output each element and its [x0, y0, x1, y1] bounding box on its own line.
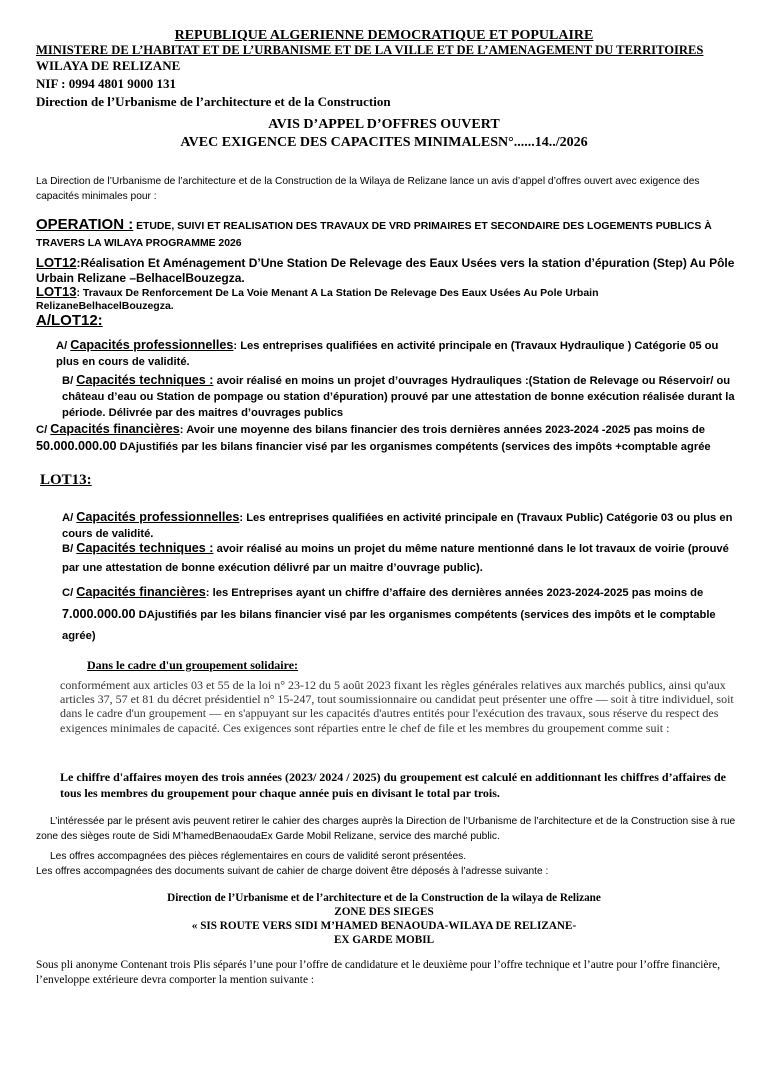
lot12-block	[36, 255, 736, 286]
groupement-heading: Dans le cadre d'un groupement solidaire:	[87, 658, 299, 672]
notice-subtitle: AVEC EXIGENCE DES CAPACITES MINIMALESN°......14../2026	[180, 135, 588, 150]
groupement-turnover-paragraph: Le chiffre d'affaires moyen des trois années (2023/ 2024 / 2025) du groupement est calculé en additionnant les chiffres d’affaires de tous les membres du groupement pour chaque année puis en divisant le total par trois.	[60, 770, 726, 800]
lot13-text: : Travaux De Renforcement De La Voie Menant A La Station De Relevage Des Eaux Usées Au Pole Urbain RelizaneBelhacelBouzegza.	[36, 287, 599, 312]
lot12-financial-capacity	[36, 421, 736, 455]
cap-prefix: A/	[56, 340, 71, 352]
cap-amount: 50.000.000.00	[36, 439, 117, 453]
deposit-paragraph: Les offres accompagnées des documents suivant de cahier de charge doivent être déposés à l’adresse suivante :	[36, 866, 549, 877]
nif-line: NIF : 0994 4801 9000 131	[36, 76, 176, 91]
lot13-section-heading: LOT13:	[40, 472, 92, 488]
cap-prefix: B/	[62, 543, 77, 555]
cap-text: : les Entreprises ayant un chiffre d’affaire des dernières années 2023-2024-2025 pas moins de	[205, 587, 704, 599]
cap-prefix: C/	[62, 587, 77, 599]
wilaya-heading: WILAYA DE RELIZANE	[36, 58, 181, 73]
address-line-3: « SIS ROUTE VERS SIDI M’HAMED BENAOUDA-WILAYA DE RELIZANE-	[191, 920, 577, 932]
operation-label: OPERATION :	[36, 216, 134, 233]
address-line-4: EX GARDE MOBIL	[333, 934, 435, 946]
address-line-1: Direction de l’Urbanisme et de l’architecture et de la Construction de la wilaya de Relizane	[167, 892, 601, 904]
lot12-professional-capacity	[56, 337, 736, 370]
lot13-financial-capacity	[62, 582, 736, 647]
cap-prefix: B/	[62, 375, 77, 387]
cap-text-2: DAjustifiés par les bilans financier visé par les organismes compétents (services des impôts +comptable agrée	[116, 441, 711, 453]
lot13-technical-capacity	[62, 539, 736, 578]
lot13-block	[36, 285, 736, 313]
lot12-technical-capacity	[62, 372, 736, 421]
cap-text: avoir réalisé en moins un projet d’ouvrages Hydrauliques :(Station de Relevage ou Réservoir/ ou château d’eau ou Station de pompage ou station d’épuration) prouvé par une attestation de bonne exécution réalisée durant la période. Délivrée par des maitres d’ouvrages publics	[62, 375, 735, 419]
lot12-section-heading: A/LOT12:	[36, 312, 103, 329]
groupement-paragraph: conformément aux articles 03 et 55 de la loi n° 23-12 du 5 août 2023 fixant les règles générales relatives aux marchés publics, ainsi qu'aux articles 37, 57 et 81 du décret présidentiel n° 15-247, tout soumissionnaire ou candidat peut présenter une offre — soit à titre individuel, soit dans le cadre d'un groupement — en s'appuyant sur les capacités d'autres entités pour l'exécution des travaux, sous réserve du respect des exigences minimales de capacité. Ces exigences sont réparties entre le chef de file et les membres du groupement comme suit :	[60, 678, 734, 735]
direction-heading: Direction de l’Urbanisme de l’architecture et de la Construction	[36, 94, 391, 109]
cap-label: Capacités financières	[76, 585, 206, 599]
closing-paragraph: Sous pli anonyme Contenant trois Plis séparés l’une pour l’offre de candidature et le deuxième pour l’offre technique et l’autre pour l’offre financière, l’enveloppe extérieure devra comporter la mention suivante :	[36, 959, 721, 986]
cap-text: : Les entreprises qualifiées en activité principale en (Travaux Hydraulique ) Catégorie 05 ou plus en cours de validité.	[56, 340, 719, 368]
cap-text-2: DAjustifiés par les bilans financier visé par les organismes compétents (services des impôts et le comptable agrée)	[62, 609, 716, 642]
cap-prefix: A/	[62, 512, 77, 524]
cap-label: Capacités techniques :	[76, 541, 214, 555]
lot13-label: LOT13	[36, 284, 77, 299]
documents-paragraph: Les offres accompagnées des pièces réglementaires en cours de validité seront présentées.	[50, 851, 467, 862]
cap-prefix: C/	[36, 424, 51, 436]
cap-label: Capacités professionnelles	[76, 510, 240, 524]
operation-block	[36, 216, 736, 252]
notice-title: AVIS D’APPEL D’OFFRES OUVERT	[268, 117, 500, 132]
lot12-text: :Réalisation Et Aménagement D’Une Station De Relevage des Eaux Usées vers la station d’épuration (Step) Au Pôle Urbain Relizane –BelhacelBouzegza.	[36, 256, 735, 285]
republic-heading: REPUBLIQUE ALGERIENNE DEMOCRATIQUE ET POPULAIRE	[174, 28, 594, 43]
address-line-2: ZONE DES SIEGES	[334, 906, 434, 918]
cap-text: avoir réalisé au moins un projet du même nature mentionné dans le lot travaux de voirie (prouvé par une attestation de bonne exécution délivré par un maitre d’ouvrage public).	[62, 543, 729, 574]
cap-text: : Avoir une moyenne des bilans financier des trois dernières années 2023-2024 -2025 pas moins de	[179, 424, 705, 436]
operation-text: ETUDE, SUIVI ET REALISATION DES TRAVAUX DE VRD PRIMAIRES ET SECONDAIRE DES LOGEMENTS PUBLICS À TRAVERS LA WILAYA PROGRAMME 2026	[36, 221, 712, 249]
intro-paragraph: La Direction de l’Urbanisme de l’architecture et de la Construction de la Wilaya de Relizane lance un avis d’appel d’offres ouvert avec exigence des capacités minimales pour :	[36, 176, 700, 202]
ministry-heading: MINISTERE DE L’HABITAT ET DE L’URBANISME ET DE LA VILLE ET DE L’AMENAGEMENT DU TERRITOIRES	[36, 43, 704, 57]
cap-label: Capacités professionnelles	[70, 338, 234, 352]
lot13-professional-capacity	[62, 509, 736, 542]
cap-label: Capacités financières	[50, 422, 180, 436]
cap-amount: 7.000.000.00	[62, 607, 136, 621]
cap-text: : Les entreprises qualifiées en activité principale en (Travaux Public) Catégorie 03 ou plus en cours de validité.	[62, 512, 733, 540]
cap-label: Capacités techniques :	[76, 373, 214, 387]
withdrawal-paragraph: L’intéressée par le présent avis peuvent retirer le cahier des charges auprès la Direction de l’Urbanisme de l’architecture et de la Construction sise à rue zone des sièges route de Sidi M’hamedBenaoudaEx Garde Mobil Relizane, service des marché public.	[36, 816, 736, 842]
lot12-label: LOT12	[36, 255, 77, 270]
